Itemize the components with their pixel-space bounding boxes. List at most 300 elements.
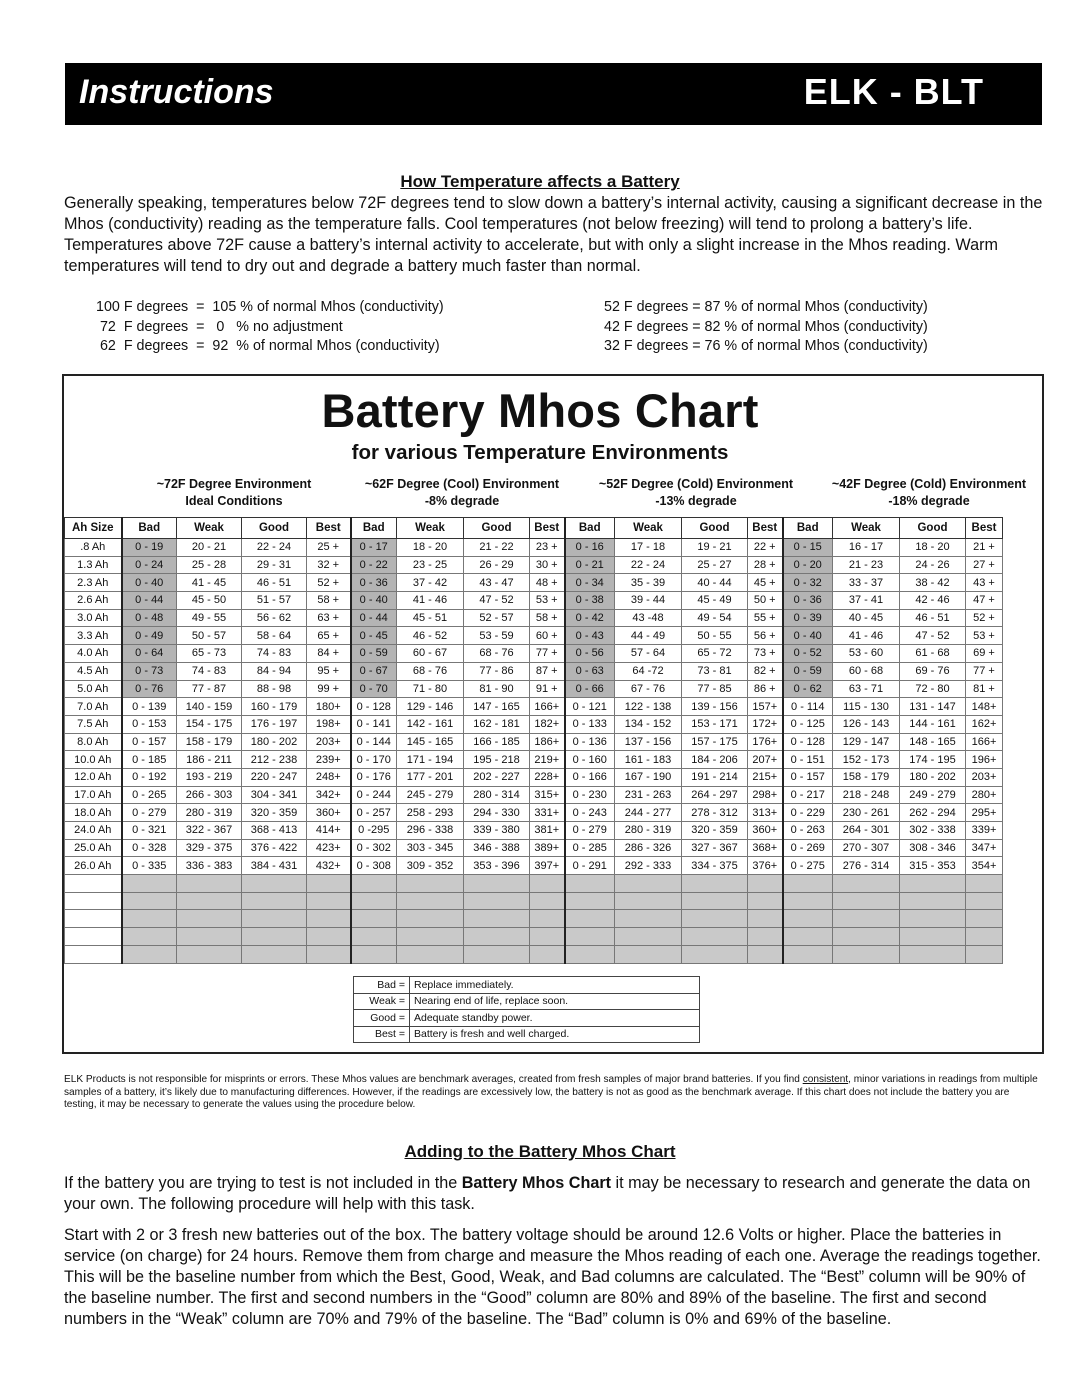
mhos-range-cell: 58 - 64 — [242, 627, 307, 645]
temperature-paragraph: Generally speaking, temperatures below 72F degrees tend to slow down a battery’s internal activity, causing a significant decrease in the Mhos (conductivity) reading as the temperature falls. Cool temperatures (not below freezing) will tend to prolong a battery’s life. Temperatures above 72F cause a battery’s internal activity to accelerate, but with only a slight increase in the Mhos reading. Warm temperatures will tend to dry out and degrade a battery much faster than normal. — [64, 194, 1043, 275]
mhos-range-cell: 45 - 51 — [397, 609, 464, 627]
mhos-range-cell: 144 - 161 — [900, 715, 966, 733]
mhos-range-cell: 184 - 206 — [682, 751, 748, 769]
mhos-range-cell: 329 - 375 — [177, 839, 242, 857]
empty-cell — [307, 945, 351, 963]
mhos-range-cell: 41 - 46 — [397, 592, 464, 610]
mhos-range-cell: 145 - 165 — [397, 733, 464, 751]
mhos-range-cell: 18 - 20 — [397, 539, 464, 557]
mhos-range-cell: 228+ — [530, 768, 565, 786]
mhos-range-cell: 276 - 314 — [833, 857, 900, 875]
mhos-table — [64, 517, 1003, 964]
mhos-range-cell: 346 - 388 — [464, 839, 530, 857]
empty-cell — [900, 875, 966, 893]
empty-cell — [682, 945, 748, 963]
empty-cell — [530, 910, 565, 928]
mhos-range-cell: 180+ — [307, 698, 351, 716]
mhos-range-cell: 244 - 277 — [615, 804, 682, 822]
mhos-range-cell: 0 - 32 — [783, 574, 833, 592]
legend-key: Good = — [354, 1010, 410, 1027]
ah-size-cell: 10.0 Ah — [65, 751, 122, 769]
mhos-range-cell: 47 - 52 — [900, 627, 966, 645]
mhos-range-cell: 74 - 83 — [177, 662, 242, 680]
mhos-range-cell: 174 - 195 — [900, 751, 966, 769]
mhos-range-cell: 53 - 59 — [464, 627, 530, 645]
empty-cell — [351, 875, 397, 893]
empty-table-row — [65, 892, 1003, 910]
mhos-range-cell: 315 - 353 — [900, 857, 966, 875]
chart-title: Battery Mhos Chart — [321, 384, 759, 437]
mhos-range-cell: 0 - 230 — [565, 786, 615, 804]
mhos-range-cell: 48 + — [530, 574, 565, 592]
empty-cell — [464, 910, 530, 928]
mhos-range-cell: 302 - 338 — [900, 822, 966, 840]
paragraph-text: If the battery you are trying to test is not included in the — [64, 1174, 462, 1192]
mhos-range-cell: 353 - 396 — [464, 857, 530, 875]
empty-cell — [177, 945, 242, 963]
environment-header-52f — [576, 476, 816, 510]
empty-cell — [682, 892, 748, 910]
empty-cell — [615, 928, 682, 946]
table-row — [65, 627, 1003, 645]
mhos-range-cell: 198+ — [307, 715, 351, 733]
mhos-range-cell: 0 - 139 — [122, 698, 177, 716]
mhos-range-cell: 41 - 45 — [177, 574, 242, 592]
mhos-range-cell: 0 - 157 — [122, 733, 177, 751]
mhos-range-cell: 295+ — [966, 804, 1003, 822]
mhos-range-cell: 131 - 147 — [900, 698, 966, 716]
mhos-range-cell: 203+ — [307, 733, 351, 751]
mhos-range-cell: 0 - 265 — [122, 786, 177, 804]
mhos-range-cell: 60 + — [530, 627, 565, 645]
mhos-range-cell: 298+ — [748, 786, 783, 804]
mhos-range-cell: 0 - 40 — [783, 627, 833, 645]
mhos-range-cell: 44 - 49 — [615, 627, 682, 645]
mhos-range-cell: 0 - 125 — [783, 715, 833, 733]
mhos-range-cell: 0 - 128 — [351, 698, 397, 716]
mhos-range-cell: 25 - 27 — [682, 556, 748, 574]
mhos-range-cell: 148 - 165 — [900, 733, 966, 751]
environment-header-62f — [342, 476, 582, 510]
empty-table-row — [65, 945, 1003, 963]
mhos-range-cell: 158 - 179 — [833, 768, 900, 786]
legend-row — [354, 977, 700, 994]
mhos-range-cell: 50 - 55 — [682, 627, 748, 645]
header-model: ELK - BLT — [803, 71, 984, 112]
mhos-range-cell: 0 - 44 — [122, 592, 177, 610]
mhos-range-cell: 152 - 173 — [833, 751, 900, 769]
column-header-bad: Bad — [565, 518, 615, 539]
mhos-range-cell: 0 - 157 — [783, 768, 833, 786]
empty-cell — [242, 875, 307, 893]
mhos-range-cell: 129 - 147 — [833, 733, 900, 751]
mhos-range-cell: 65 + — [307, 627, 351, 645]
mhos-range-cell: 0 - 63 — [565, 662, 615, 680]
mhos-range-cell: 23 - 25 — [397, 556, 464, 574]
mhos-range-cell: 376+ — [748, 857, 783, 875]
mhos-range-cell: 0 - 15 — [783, 539, 833, 557]
mhos-range-cell: 308 - 346 — [900, 839, 966, 857]
mhos-range-cell: 39 - 44 — [615, 592, 682, 610]
legend-key: Bad = — [354, 977, 410, 994]
mhos-range-cell: 52 + — [307, 574, 351, 592]
mhos-range-cell: 0 - 39 — [783, 609, 833, 627]
mhos-range-cell: 126 - 143 — [833, 715, 900, 733]
mhos-range-cell: 115 - 130 — [833, 698, 900, 716]
ah-size-cell: .8 Ah — [65, 539, 122, 557]
mhos-range-cell: 45 + — [748, 574, 783, 592]
mhos-range-cell: 0 - 16 — [565, 539, 615, 557]
mhos-range-cell: 35 - 39 — [615, 574, 682, 592]
mhos-range-cell: 87 + — [530, 662, 565, 680]
column-header-bad: Bad — [122, 518, 177, 539]
mhos-range-cell: 334 - 375 — [682, 857, 748, 875]
mhos-range-cell: 0 - 176 — [351, 768, 397, 786]
mhos-range-cell: 55 + — [748, 609, 783, 627]
empty-cell — [177, 928, 242, 946]
empty-table-row — [65, 928, 1003, 946]
empty-cell — [530, 945, 565, 963]
empty-cell — [397, 945, 464, 963]
mhos-range-cell: 57 - 64 — [615, 645, 682, 663]
mhos-range-cell: 20 - 21 — [177, 539, 242, 557]
mhos-range-cell: 0 - 166 — [565, 768, 615, 786]
header-title: Instructions — [79, 73, 274, 111]
mhos-range-cell: 26 - 29 — [464, 556, 530, 574]
mhos-range-cell: 176+ — [748, 733, 783, 751]
mhos-range-cell: 0 - 59 — [351, 645, 397, 663]
mhos-range-cell: 202 - 227 — [464, 768, 530, 786]
mhos-range-cell: 0 -295 — [351, 822, 397, 840]
mhos-range-cell: 176 - 197 — [242, 715, 307, 733]
table-row — [65, 733, 1003, 751]
empty-cell — [307, 928, 351, 946]
mhos-range-cell: 186 - 211 — [177, 751, 242, 769]
empty-cell — [397, 892, 464, 910]
mhos-range-cell: 22 - 24 — [242, 539, 307, 557]
mhos-range-cell: 91 + — [530, 680, 565, 698]
mhos-range-cell: 0 - 24 — [122, 556, 177, 574]
mhos-range-cell: 45 - 50 — [177, 592, 242, 610]
mhos-range-cell: 0 - 136 — [565, 733, 615, 751]
mhos-range-cell: 69 - 76 — [900, 662, 966, 680]
mhos-range-cell: 60 - 68 — [833, 662, 900, 680]
mhos-range-cell: 142 - 161 — [397, 715, 464, 733]
mhos-range-cell: 180 - 202 — [900, 768, 966, 786]
empty-table-row — [65, 875, 1003, 893]
mhos-range-cell: 191 - 214 — [682, 768, 748, 786]
ah-size-cell: 17.0 Ah — [65, 786, 122, 804]
empty-cell — [682, 875, 748, 893]
mhos-range-cell: 354+ — [966, 857, 1003, 875]
mhos-range-cell: 65 - 73 — [177, 645, 242, 663]
column-header-weak: Weak — [177, 518, 242, 539]
mhos-range-cell: 0 - 34 — [565, 574, 615, 592]
mhos-range-cell: 0 - 321 — [122, 822, 177, 840]
mhos-range-cell: 270 - 307 — [833, 839, 900, 857]
mhos-range-cell: 77 - 86 — [464, 662, 530, 680]
mhos-range-cell: 30 + — [530, 556, 565, 574]
empty-cell — [122, 928, 177, 946]
temp-row: 72 F degrees = 0 % no adjustment — [96, 318, 343, 335]
legend-text: Battery is fresh and well charged. — [410, 1026, 700, 1043]
empty-cell — [966, 945, 1003, 963]
mhos-range-cell: 37 - 41 — [833, 592, 900, 610]
mhos-range-cell: 0 - 141 — [351, 715, 397, 733]
mhos-range-cell: 45 - 49 — [682, 592, 748, 610]
mhos-range-cell: 51 - 57 — [242, 592, 307, 610]
mhos-range-cell: 147 - 165 — [464, 698, 530, 716]
empty-cell — [351, 910, 397, 928]
mhos-range-cell: 0 - 144 — [351, 733, 397, 751]
mhos-range-cell: 47 + — [966, 592, 1003, 610]
mhos-range-cell: 360+ — [307, 804, 351, 822]
mhos-range-cell: 0 - 153 — [122, 715, 177, 733]
empty-cell — [833, 892, 900, 910]
ah-size-cell: 7.5 Ah — [65, 715, 122, 733]
empty-cell — [900, 910, 966, 928]
empty-cell — [748, 892, 783, 910]
mhos-range-cell: 0 - 48 — [122, 609, 177, 627]
table-row — [65, 680, 1003, 698]
mhos-range-cell: 381+ — [530, 822, 565, 840]
empty-cell — [307, 892, 351, 910]
mhos-range-cell: 193 - 219 — [177, 768, 242, 786]
mhos-range-cell: 212 - 238 — [242, 751, 307, 769]
table-row — [65, 751, 1003, 769]
empty-cell — [783, 875, 833, 893]
column-header-best: Best — [748, 518, 783, 539]
table-row — [65, 645, 1003, 663]
mhos-range-cell: 25 - 28 — [177, 556, 242, 574]
mhos-range-cell: 49 - 55 — [177, 609, 242, 627]
ah-size-cell: 24.0 Ah — [65, 822, 122, 840]
mhos-range-cell: 0 - 21 — [565, 556, 615, 574]
mhos-range-cell: 77 + — [966, 662, 1003, 680]
mhos-range-cell: 162 - 181 — [464, 715, 530, 733]
mhos-range-cell: 230 - 261 — [833, 804, 900, 822]
empty-cell — [900, 928, 966, 946]
mhos-range-cell: 0 - 38 — [565, 592, 615, 610]
empty-cell — [565, 928, 615, 946]
mhos-range-cell: 248+ — [307, 768, 351, 786]
mhos-range-cell: 166+ — [966, 733, 1003, 751]
empty-cell — [783, 892, 833, 910]
mhos-range-cell: 50 - 57 — [177, 627, 242, 645]
mhos-range-cell: 432+ — [307, 857, 351, 875]
mhos-range-cell: 67 - 76 — [615, 680, 682, 698]
mhos-range-cell: 137 - 156 — [615, 733, 682, 751]
mhos-range-cell: 0 - 151 — [783, 751, 833, 769]
table-row — [65, 786, 1003, 804]
mhos-range-cell: 280+ — [966, 786, 1003, 804]
environment-name: ~52F Degree (Cold) Environment — [598, 477, 794, 491]
empty-cell — [122, 892, 177, 910]
environment-name: ~62F Degree (Cool) Environment — [364, 477, 560, 491]
environment-name: ~42F Degree (Cold) Environment — [831, 477, 1027, 491]
temp-row: 100 F degrees = 105 % of normal Mhos (conductivity) — [96, 299, 444, 315]
mhos-range-cell: 42 - 46 — [900, 592, 966, 610]
mhos-range-cell: 73 - 81 — [682, 662, 748, 680]
mhos-range-cell: 0 - 62 — [783, 680, 833, 698]
column-header-ah-size: Ah Size — [65, 518, 122, 539]
empty-cell — [177, 892, 242, 910]
column-header-weak: Weak — [615, 518, 682, 539]
mhos-range-cell: 384 - 431 — [242, 857, 307, 875]
empty-cell — [783, 928, 833, 946]
mhos-range-cell: 186+ — [530, 733, 565, 751]
mhos-range-cell: 286 - 326 — [615, 839, 682, 857]
environment-header-42f — [809, 476, 1049, 510]
mhos-range-cell: 53 + — [966, 627, 1003, 645]
mhos-range-cell: 21 - 23 — [833, 556, 900, 574]
empty-cell — [242, 945, 307, 963]
column-header-weak: Weak — [397, 518, 464, 539]
empty-cell — [565, 945, 615, 963]
disclaimer-text: ELK Products is not responsible for misprints or errors. These Mhos values are benchmark averages, created from fresh samples of major brand batteries. If you find — [64, 1074, 803, 1085]
empty-cell — [682, 910, 748, 928]
mhos-range-cell: 88 - 98 — [242, 680, 307, 698]
mhos-range-cell: 368 - 413 — [242, 822, 307, 840]
mhos-range-cell: 368+ — [748, 839, 783, 857]
table-row — [65, 804, 1003, 822]
column-header-weak: Weak — [833, 518, 900, 539]
mhos-range-cell: 0 - 66 — [565, 680, 615, 698]
mhos-range-cell: 0 - 19 — [122, 539, 177, 557]
empty-cell — [464, 892, 530, 910]
mhos-range-cell: 64 -72 — [615, 662, 682, 680]
mhos-range-cell: 81 - 90 — [464, 680, 530, 698]
table-row — [65, 592, 1003, 610]
temperature-heading: How Temperature affects a Battery — [400, 172, 680, 191]
mhos-range-cell: 239+ — [307, 751, 351, 769]
mhos-range-cell: 0 - 76 — [122, 680, 177, 698]
mhos-range-cell: 172+ — [748, 715, 783, 733]
column-header-good: Good — [242, 518, 307, 539]
mhos-range-cell: 166 - 185 — [464, 733, 530, 751]
mhos-range-cell: 342+ — [307, 786, 351, 804]
column-header-bad: Bad — [351, 518, 397, 539]
mhos-range-cell: 24 - 26 — [900, 556, 966, 574]
mhos-range-cell: 304 - 341 — [242, 786, 307, 804]
environment-note: Ideal Conditions — [185, 494, 283, 508]
ah-size-cell: 1.3 Ah — [65, 556, 122, 574]
empty-cell — [464, 945, 530, 963]
disclaimer-underlined: consistent — [802, 1074, 849, 1085]
mhos-range-cell: 215+ — [748, 768, 783, 786]
mhos-range-cell: 0 - 114 — [783, 698, 833, 716]
mhos-range-cell: 339 - 380 — [464, 822, 530, 840]
mhos-range-cell: 122 - 138 — [615, 698, 682, 716]
empty-cell — [464, 928, 530, 946]
empty-cell — [177, 875, 242, 893]
mhos-range-cell: 17 - 18 — [615, 539, 682, 557]
mhos-range-cell: 339+ — [966, 822, 1003, 840]
empty-cell — [833, 928, 900, 946]
empty-cell — [833, 945, 900, 963]
mhos-range-cell: 327 - 367 — [682, 839, 748, 857]
mhos-range-cell: 18 - 20 — [900, 539, 966, 557]
empty-cell — [177, 910, 242, 928]
ah-size-cell: 12.0 Ah — [65, 768, 122, 786]
mhos-range-cell: 16 - 17 — [833, 539, 900, 557]
mhos-range-cell: 22 + — [748, 539, 783, 557]
mhos-range-cell: 95 + — [307, 662, 351, 680]
table-row — [65, 857, 1003, 875]
mhos-range-cell: 278 - 312 — [682, 804, 748, 822]
mhos-range-cell: 43 + — [966, 574, 1003, 592]
mhos-range-cell: 0 - 40 — [122, 574, 177, 592]
empty-cell — [966, 910, 1003, 928]
paragraph-text: it may be necessary to research and generate the data on your own. The following procedure will help with this task. — [64, 1174, 1031, 1213]
column-header-best: Best — [530, 518, 565, 539]
mhos-range-cell: 280 - 319 — [177, 804, 242, 822]
mhos-range-cell: 196+ — [966, 751, 1003, 769]
mhos-range-cell: 166+ — [530, 698, 565, 716]
mhos-range-cell: 0 - 70 — [351, 680, 397, 698]
mhos-range-cell: 0 - 279 — [565, 822, 615, 840]
table-row — [65, 662, 1003, 680]
mhos-range-cell: 0 - 229 — [783, 804, 833, 822]
temperature-list-left — [96, 298, 444, 357]
mhos-range-cell: 56 - 62 — [242, 609, 307, 627]
mhos-range-cell: 0 - 59 — [783, 662, 833, 680]
mhos-range-cell: 296 - 338 — [397, 822, 464, 840]
mhos-range-cell: 0 - 257 — [351, 804, 397, 822]
mhos-range-cell: 38 - 42 — [900, 574, 966, 592]
mhos-range-cell: 0 - 42 — [565, 609, 615, 627]
mhos-range-cell: 414+ — [307, 822, 351, 840]
mhos-range-cell: 171 - 194 — [397, 751, 464, 769]
table-row — [65, 698, 1003, 716]
legend-text: Nearing end of life, replace soon. — [410, 993, 700, 1010]
mhos-range-cell: 72 - 80 — [900, 680, 966, 698]
mhos-range-cell: 0 - 291 — [565, 857, 615, 875]
mhos-range-cell: 0 - 275 — [783, 857, 833, 875]
mhos-range-cell: 74 - 83 — [242, 645, 307, 663]
mhos-range-cell: 0 - 121 — [565, 698, 615, 716]
column-header-best: Best — [966, 518, 1003, 539]
ah-size-cell: 25.0 Ah — [65, 839, 122, 857]
mhos-range-cell: 162+ — [966, 715, 1003, 733]
mhos-range-cell: 0 - 56 — [565, 645, 615, 663]
mhos-range-cell: 320 - 359 — [242, 804, 307, 822]
mhos-range-cell: 322 - 367 — [177, 822, 242, 840]
mhos-range-cell: 22 - 24 — [615, 556, 682, 574]
mhos-range-cell: 40 - 44 — [682, 574, 748, 592]
mhos-range-cell: 52 - 57 — [464, 609, 530, 627]
mhos-range-cell: 360+ — [748, 822, 783, 840]
table-row — [65, 556, 1003, 574]
mhos-range-cell: 0 - 40 — [351, 592, 397, 610]
mhos-range-cell: 60 - 67 — [397, 645, 464, 663]
column-header-good: Good — [464, 518, 530, 539]
legend-row — [354, 1026, 700, 1043]
empty-cell — [351, 928, 397, 946]
mhos-range-cell: 167 - 190 — [615, 768, 682, 786]
empty-cell — [530, 875, 565, 893]
mhos-range-cell: 69 + — [966, 645, 1003, 663]
empty-cell — [615, 945, 682, 963]
mhos-range-cell: 158 - 179 — [177, 733, 242, 751]
empty-cell — [397, 910, 464, 928]
empty-cell — [65, 945, 122, 963]
column-header-good: Good — [682, 518, 748, 539]
legend-row — [354, 1010, 700, 1027]
rating-legend — [353, 976, 700, 1043]
ah-size-cell: 3.3 Ah — [65, 627, 122, 645]
empty-cell — [900, 892, 966, 910]
